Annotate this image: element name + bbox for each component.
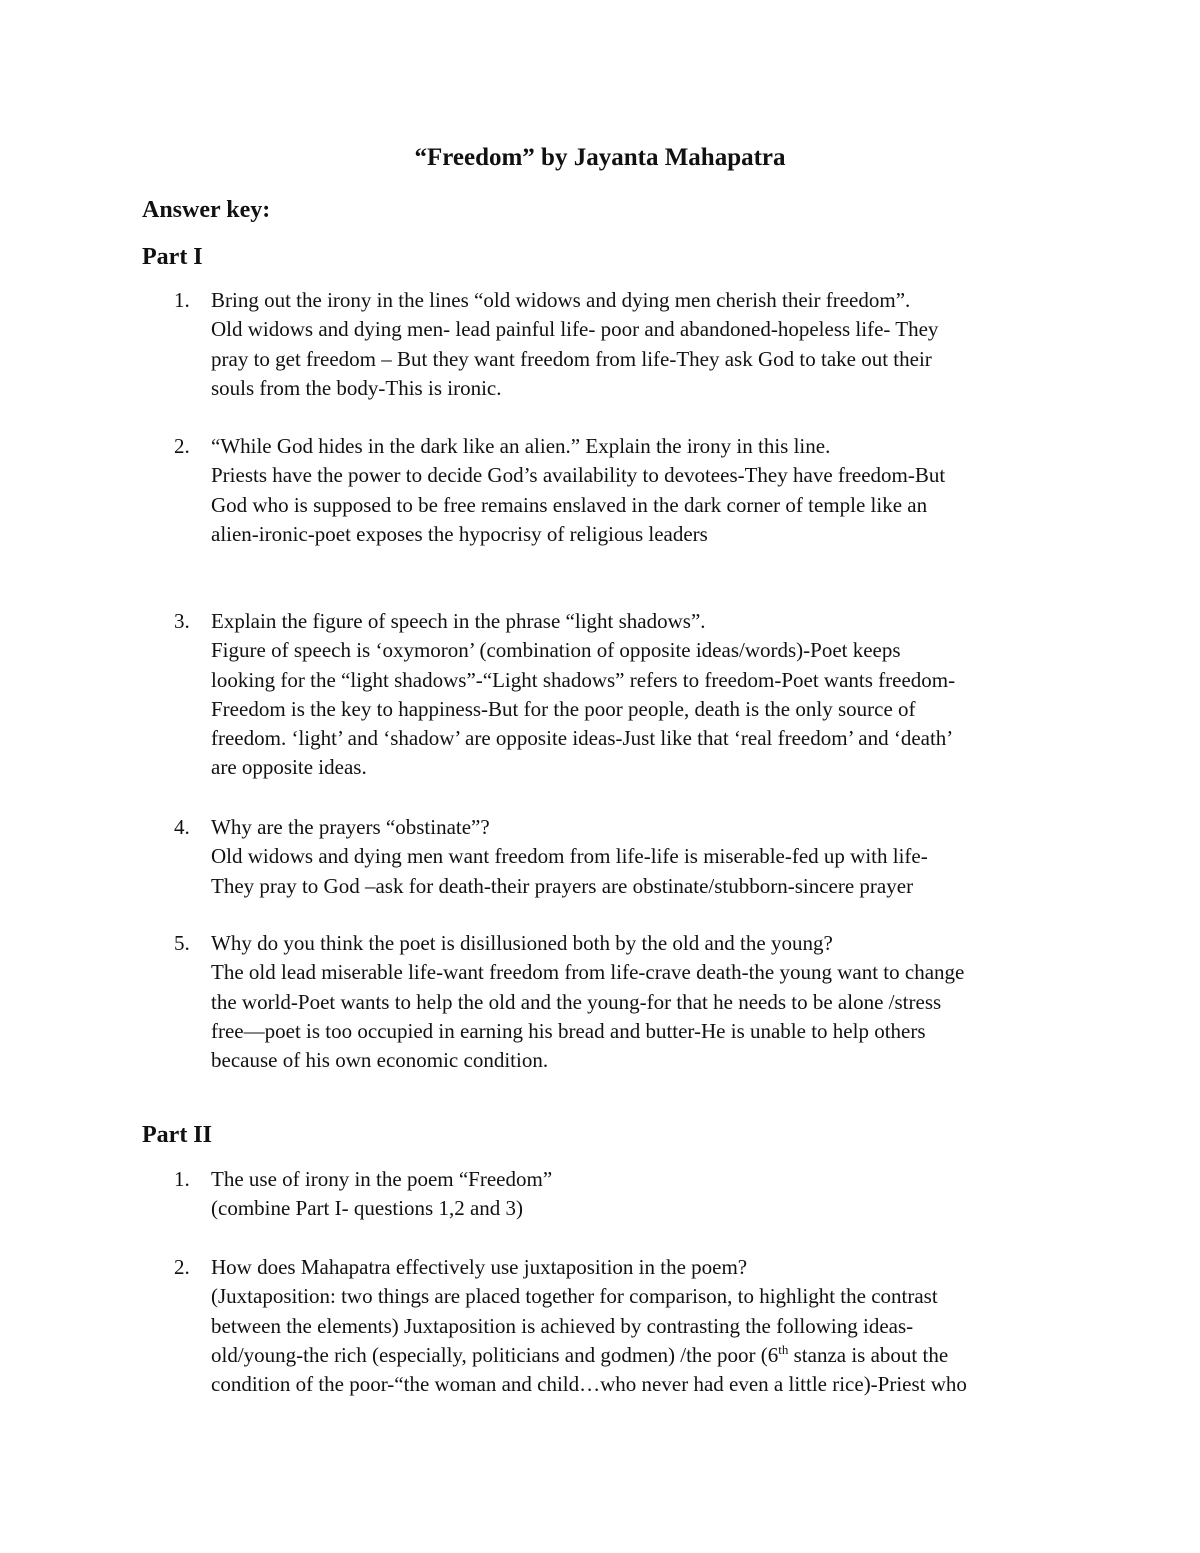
question-text: Why are the prayers “obstinate”? [211, 815, 490, 839]
item-body [211, 286, 1091, 403]
answer-line: freedom. ‘light’ and ‘shadow’ are opposite ideas-Just like that ‘real freedom’ and ‘death’ [211, 726, 954, 751]
answer-line: Figure of speech is ‘oxymoron’ (combination of opposite ideas/words)-Poet keeps [211, 638, 901, 663]
answer-line: looking for the “light shadows”-“Light shadows” refers to freedom-Poet wants freedom- [211, 667, 956, 692]
question-text: Bring out the irony in the lines “old widows and dying men cherish their freedom”. [211, 288, 911, 312]
item-number: 1. [174, 1167, 190, 1191]
item-number: 3. [174, 609, 190, 633]
answer-line: Old widows and dying men want freedom from life-life is miserable-fed up with life- [211, 844, 928, 869]
answer-line: because of his own economic condition. [211, 1048, 549, 1073]
answer-line: God who is supposed to be free remains enslaved in the dark corner of temple like an [211, 492, 928, 517]
item-number: 2. [174, 434, 190, 458]
question-text: The use of irony in the poem “Freedom” [211, 1167, 553, 1191]
question-text: “While God hides in the dark like an alien.” Explain the irony in this line. [211, 434, 831, 458]
item-number: 5. [174, 931, 190, 955]
answer-line: alien-ironic-poet exposes the hypocrisy of religious leaders [211, 521, 708, 546]
answer-line: They pray to God –ask for death-their prayers are obstinate/stubborn-sincere prayer [211, 873, 914, 898]
answer-line: (combine Part I- questions 1,2 and 3) [211, 1196, 524, 1221]
item-body [211, 1165, 1091, 1224]
text-after-superscript: stanza is about the [788, 1342, 949, 1367]
ordinal-superscript: th [778, 1341, 789, 1357]
part-two-heading: Part II [142, 1122, 212, 1148]
part-one-heading: Part I [142, 244, 203, 270]
item-number: 2. [174, 1255, 190, 1279]
question-text: Why do you think the poet is disillusioned both by the old and the young? [211, 931, 833, 955]
answer-key-heading: Answer key: [142, 197, 271, 223]
answer-line: Freedom is the key to happiness-But for the poor people, death is the only source of [211, 696, 916, 721]
page-title: “Freedom” by Jayanta Mahapatra [414, 144, 786, 171]
text-before-superscript: old/young-the rich (especially, politicians and godmen) /the poor (6 [211, 1342, 779, 1367]
answer-line: between the elements) Juxtaposition is achieved by contrasting the following ideas- [211, 1313, 914, 1338]
item-number: 4. [174, 815, 190, 839]
answer-line: (Juxtaposition: two things are placed together for comparison, to highlight the contrast [211, 1284, 938, 1309]
answer-line: Old widows and dying men- lead painful life- poor and abandoned-hopeless life- They [211, 317, 939, 342]
item-body [211, 813, 1091, 901]
item-body [211, 1253, 1091, 1399]
question-text: How does Mahapatra effectively use juxtaposition in the poem? [211, 1255, 748, 1279]
answer-line-with-superscript [211, 1341, 1091, 1370]
answer-line: are opposite ideas. [211, 755, 367, 780]
item-body [211, 432, 1091, 549]
answer-line: pray to get freedom – But they want freedom from life-They ask God to take out their [211, 346, 932, 371]
answer-line: condition of the poor-“the woman and child…who never had even a little rice)-Priest who [211, 1372, 967, 1397]
question-text: Explain the figure of speech in the phrase “light shadows”. [211, 609, 706, 633]
answer-line: the world-Poet wants to help the old and the young-for that he needs to be alone /stress [211, 989, 942, 1014]
answer-line: Priests have the power to decide God’s availability to devotees-They have freedom-But [211, 463, 946, 488]
answer-line: The old lead miserable life-want freedom from life-crave death-the young want to change [211, 960, 965, 985]
item-body [211, 929, 1091, 1075]
answer-line: free—poet is too occupied in earning his bread and butter-He is unable to help others [211, 1018, 926, 1043]
item-number: 1. [174, 288, 190, 312]
answer-line: souls from the body-This is ironic. [211, 375, 502, 400]
item-body [211, 607, 1091, 783]
